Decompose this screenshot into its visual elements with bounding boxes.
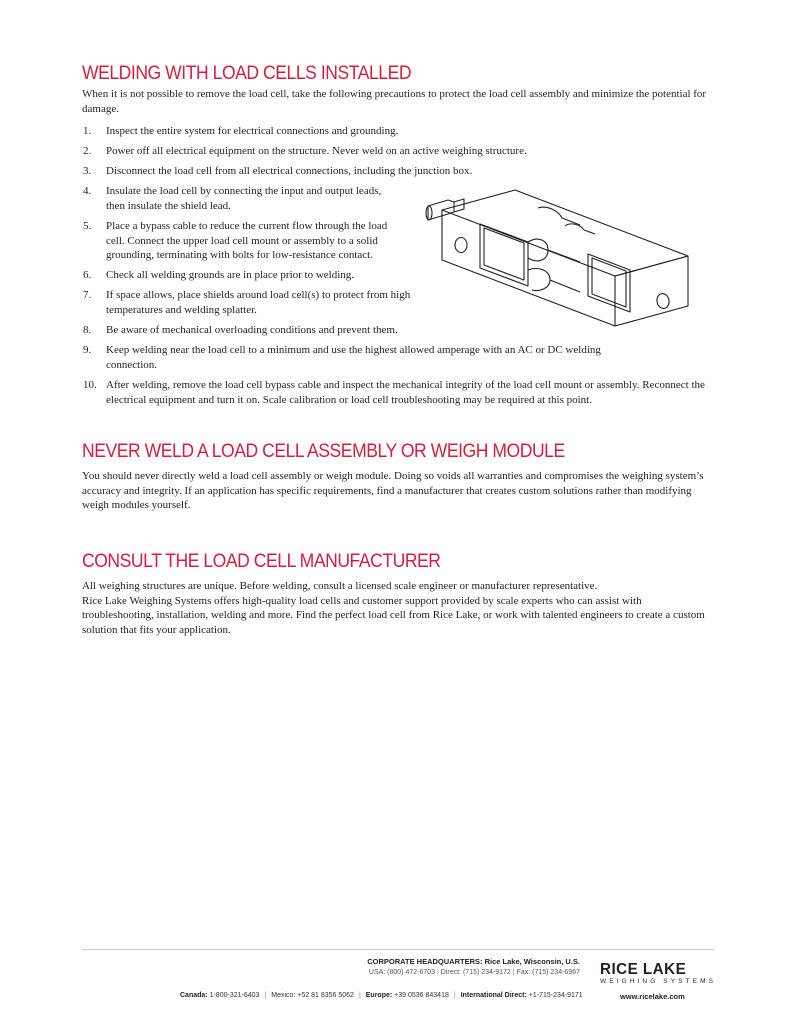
section-body: Rice Lake Weighing Systems offers high-quality load cells and customer support provided by scale experts who can assist with troubleshooting, installation, welding and more. Find the perfect load cell from Rice Lake, or work with talented engineers to create a custom solution that fits your application. [82, 594, 705, 636]
logo-tagline: WEIGHING SYSTEMS [600, 978, 717, 985]
list-item: 9. Keep welding near the load cell to a minimum and use the highest allowed amperage with an AC or DC welding connection. [83, 344, 601, 371]
section-title: NEVER WELD A LOAD CELL ASSEMBLY OR WEIGH MODULE [82, 440, 565, 462]
list-item: 2. Power off all electrical equipment on the structure. Never weld on an active weighing structure. [83, 145, 527, 157]
section-never-weld [82, 440, 718, 513]
website-link[interactable]: www.ricelake.com [620, 992, 685, 1001]
section-intro: When it is not possible to remove the load cell, take the following precautions to protect the load cell assembly and minimize the potential for damage. [82, 88, 707, 115]
section-title: CONSULT THE LOAD CELL MANUFACTURER [82, 550, 441, 572]
logo-wordmark: RICE LAKE [600, 961, 687, 978]
section-body: All weighing structures are unique. Before welding, consult a licensed scale engineer or manufacturer representative. [82, 580, 598, 592]
list-item: 3. Disconnect the load cell from all electrical connections, including the junction box. [83, 165, 473, 177]
list-item: 10. After welding, remove the load cell bypass cable and inspect the mechanical integrity of the load cell mount or assembly. Reconnect the electrical equipment and turn it on. Scale calibration or load cell troubleshooting may be required at this point. [83, 379, 705, 406]
load-cell-illustration [420, 188, 715, 338]
rice-lake-logo [600, 962, 716, 990]
list-item: 5. Place a bypass cable to reduce the current flow through the load cell. Connect the upper load cell mount or assembly to a solid grounding, terminating with bolts for low-resistance contact. [83, 220, 388, 261]
list-item: 6. Check all welding grounds are in place prior to welding. [83, 269, 355, 281]
list-item: 7. If space allows, place shields around load cell(s) to protect from high temperatures and welding splatter. [83, 289, 411, 316]
section-consult-manufacturer [82, 550, 718, 637]
section-title: WELDING WITH LOAD CELLS INSTALLED [82, 62, 412, 84]
footer-divider [82, 949, 714, 950]
list-item: 8. Be aware of mechanical overloading conditions and prevent them. [83, 324, 398, 336]
list-item: 4. Insulate the load cell by connecting the input and output leads, then insulate the shield lead. [83, 185, 382, 212]
section-body: You should never directly weld a load cell assembly or weigh module. Doing so voids all warranties and compromises the weighing system’s accuracy and integrity. If an application has specific requirements, find a manufacturer that creates custom solutions rather than modifying weigh modules yourself. [82, 470, 704, 511]
list-item: 1. Inspect the entire system for electrical connections and grounding. [83, 125, 399, 137]
footer-international-contacts: Canada: 1-800-321-6403 | Mexico: +52 81 8356 5062 | Europe: +39 0536 843418 | International Direct: +1-715-234-9171 [180, 992, 583, 999]
footer-contact-usa: USA: (800) 472-6703 | Direct: (715) 234-9172 | Fax: (715) 234-6967 [368, 969, 580, 976]
footer-headquarters: CORPORATE HEADQUARTERS: Rice Lake, Wisconsin, U.S. [367, 957, 580, 966]
